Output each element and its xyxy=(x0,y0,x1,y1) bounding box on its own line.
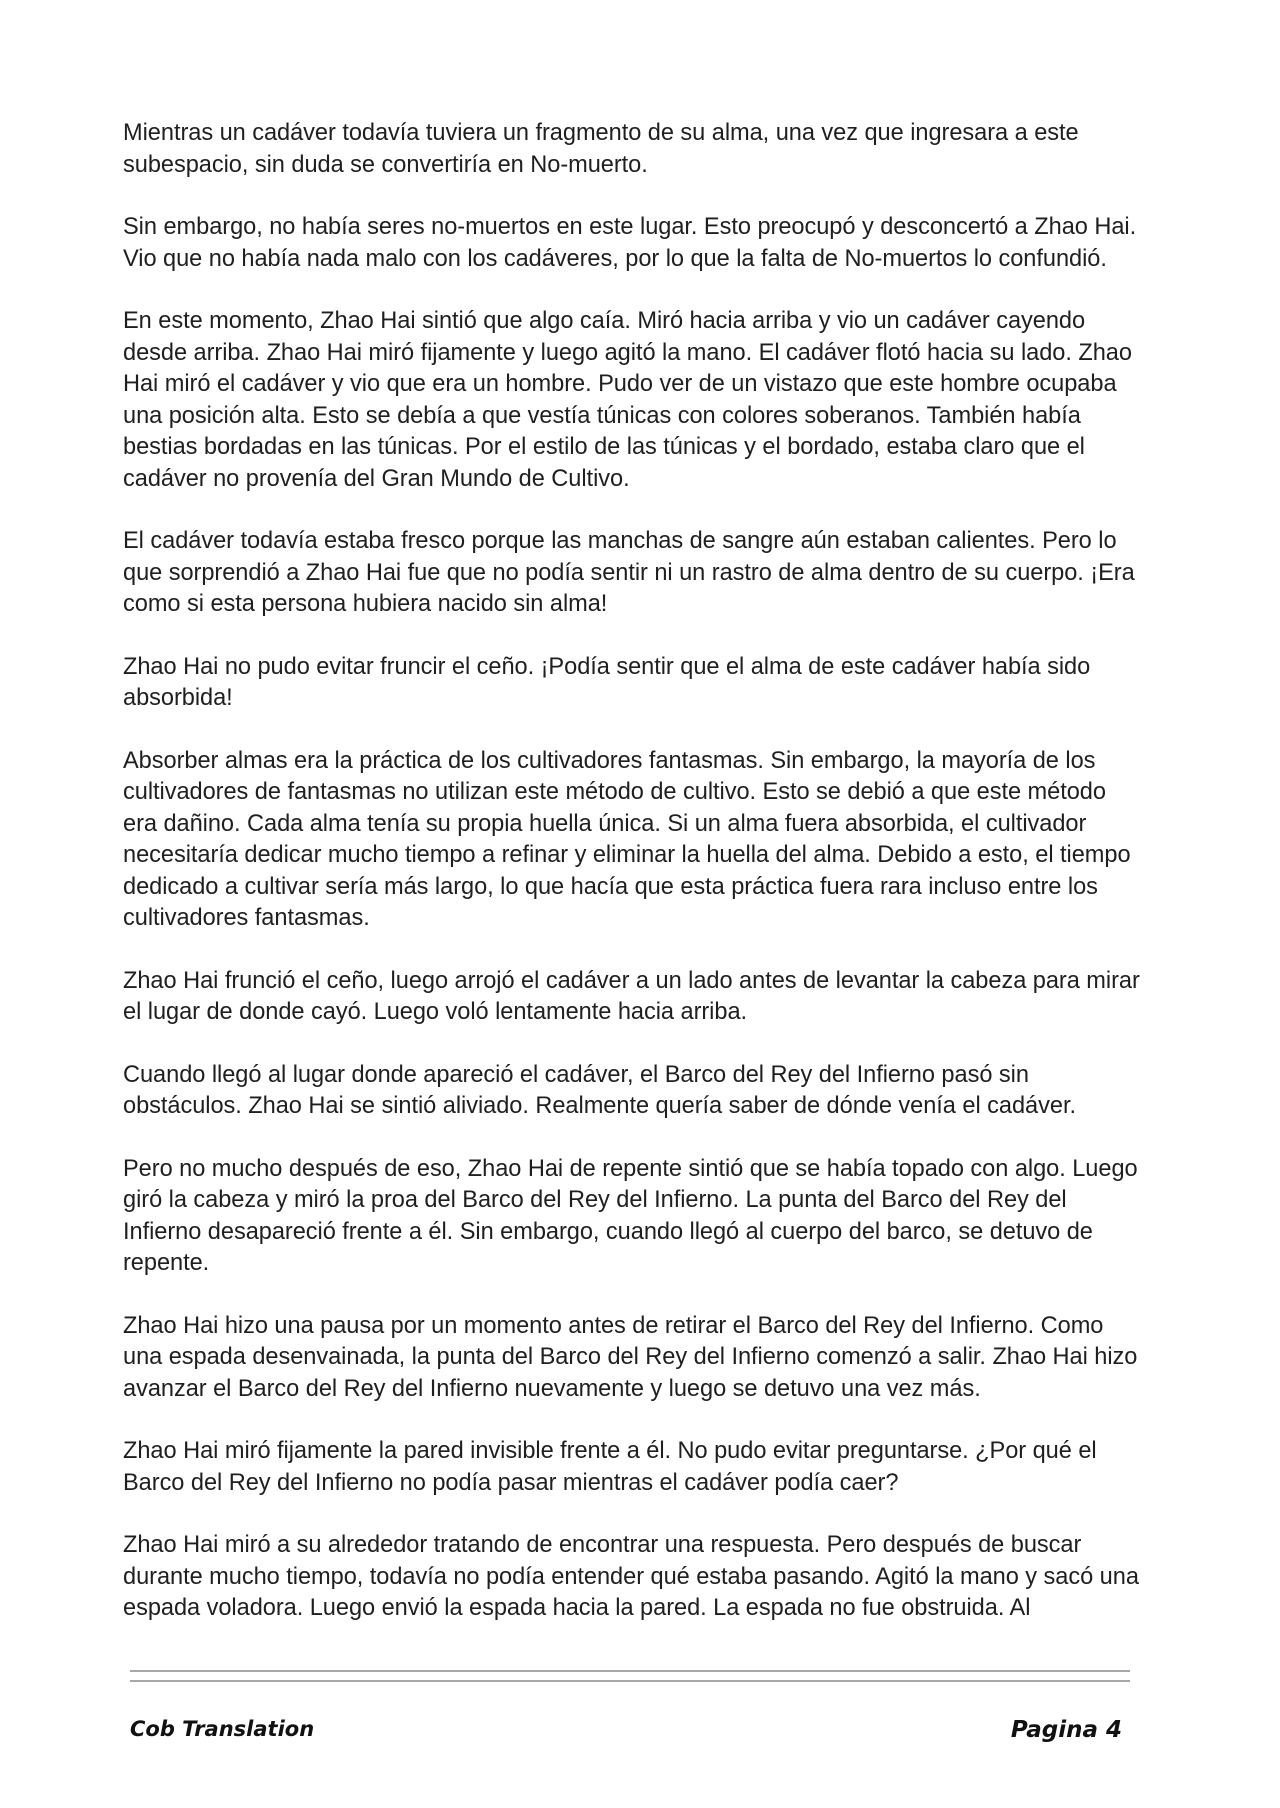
paragraph-7: Zhao Hai frunció el ceño, luego arrojó el cadáver a un lado antes de levantar la cabeza para mirar el lugar de donde cayó. Luego voló lentamente hacia arriba. xyxy=(123,967,1140,1025)
paragraph-12: Zhao Hai miró a su alrededor tratando de encontrar una respuesta. Pero después de buscar durante mucho tiempo, todavía no podía entender qué estaba pasando. Agitó la mano y sacó una espada voladora. Luego envió la espada hacia la pared. La espada no fue obstruida. Al xyxy=(123,1532,1139,1621)
paragraph-8: Cuando llegó al lugar donde apareció el cadáver, el Barco del Rey del Infierno pasó sin obstáculos. Zhao Hai se sintió aliviado. Realmente quería saber de dónde venía el cadáver. xyxy=(123,1061,1076,1119)
paragraph-4: El cadáver todavía estaba fresco porque las manchas de sangre aún estaban calientes. Pero lo que sorprendió a Zhao Hai fue que no podía sentir ni un rastro de alma dentro de su cuerpo. ¡Era como si esta persona hubiera nacido sin alma! xyxy=(123,528,1135,617)
paragraph-10: Zhao Hai hizo una pausa por un momento antes de retirar el Barco del Rey del Infierno. Como una espada desenvainada, la punta del Barco del Rey del Infierno comenzó a salir. Zhao Hai hizo avanzar el Barco del Rey del Infierno nuevamente y luego se detuvo una vez más. xyxy=(123,1312,1138,1402)
paragraph-9: Pero no mucho después de eso, Zhao Hai de repente sintió que se había topado con algo. Luego giró la cabeza y miró la proa del Barco del Rey del Infierno. La punta del Barco del Rey del Infierno desapareció frente a él. Sin embargo, cuando llegó al cuerpo del barco, se detuvo de repente. xyxy=(123,1155,1138,1276)
paragraph-5: Zhao Hai no pudo evitar fruncir el ceño. ¡Podía sentir que el alma de este cadáver había sido absorbida! xyxy=(123,653,1091,711)
paragraph-2: Sin embargo, no había seres no-muertos en este lugar. Esto preocupó y desconcertó a Zhao Hai. Vio que no había nada malo con los cadáveres, por lo que la falta de No-muertos lo confundió. xyxy=(123,214,1137,272)
footer-divider xyxy=(130,1670,1130,1682)
paragraph-11: Zhao Hai miró fijamente la pared invisible frente a él. No pudo evitar preguntarse. ¿Por qué el Barco del Rey del Infierno no podía pasar mientras el cadáver podía caer? xyxy=(123,1438,1097,1496)
footer-credit: Cob Translation xyxy=(130,1717,315,1741)
footer-rule-top xyxy=(130,1670,1130,1672)
document-body xyxy=(123,118,1143,1656)
paragraph-3: En este momento, Zhao Hai sintió que algo caía. Miró hacia arriba y vio un cadáver cayendo desde arriba. Zhao Hai miró fijamente y luego agitó la mano. El cadáver flotó hacia su lado. Zhao Hai miró el cadáver y vio que era un hombre. Pudo ver de un vistazo que este hombre ocupaba una posición alta. Esto se debía a que vestía túnicas con colores soberanos. También había bestias bordadas en las túnicas. Por el estilo de las túnicas y el bordado, estaba claro que el cadáver no provenía del Gran Mundo de Cultivo. xyxy=(123,308,1132,492)
footer-rule-bottom xyxy=(130,1680,1130,1682)
paragraph-1: Mientras un cadáver todavía tuviera un fragmento de su alma, una vez que ingresara a este subespacio, sin duda se convertiría en No-muerto. xyxy=(123,120,1079,178)
page-number: Pagina 4 xyxy=(1010,1717,1122,1743)
paragraph-6: Absorber almas era la práctica de los cultivadores fantasmas. Sin embargo, la mayoría de los cultivadores de fantasmas no utilizan este método de cultivo. Esto se debió a que este método era dañino. Cada alma tenía su propia huella única. Si un alma fuera absorbida, el cultivador necesitaría dedicar mucho tiempo a refinar y eliminar la huella del alma. Debido a esto, el tiempo dedicado a cultivar sería más largo, lo que hacía que esta práctica fuera rara incluso entre los cultivadores fantasmas. xyxy=(123,747,1131,931)
